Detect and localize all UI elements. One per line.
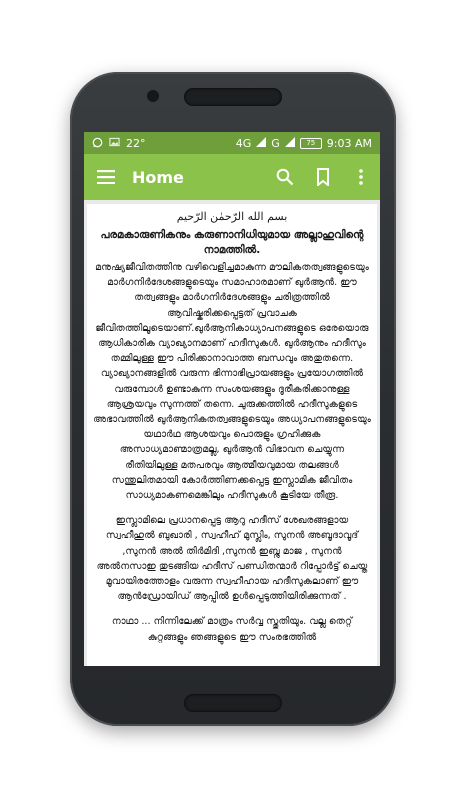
signal-icon-2	[285, 137, 295, 149]
status-bar	[84, 132, 380, 154]
menu-icon[interactable]	[84, 154, 128, 200]
closing-paragraph: നാഥാ ... നിന്നിലേക്ക് മാത്രം സർവ്വ സ്തുതിയും. വല്ല തെറ്റ് കുറ്റങ്ങളും ഞങ്ങളുടെ ഈ സംരഭത്തിൽ	[111, 616, 353, 643]
search-icon[interactable]	[266, 154, 304, 200]
clock-text: 9:03 AM	[326, 136, 372, 150]
phone-screen	[84, 132, 380, 666]
bookmark-icon[interactable]	[304, 154, 342, 200]
more-vert-icon[interactable]	[342, 154, 380, 200]
whatsapp-icon	[92, 137, 103, 150]
battery-icon: 75	[300, 138, 322, 149]
content-card[interactable]	[87, 204, 377, 666]
page-title: Home	[132, 167, 184, 187]
image-icon	[109, 137, 120, 149]
content-heading: പരമകാരുണികനും കരുണാനിധിയുമായ അല്ലാഹുവിന്റെ നാമത്തിൽ.	[100, 229, 364, 256]
signal-icon	[256, 137, 266, 149]
collections-paragraph: ഇസ്ലാമിലെ പ്രധാനപ്പെട്ട ആറു ഹദീസ് ശേഖരങ്ങളായ സ്വഹീഹുൽ ബുഖാരി , സ്വഹീഹ് മുസ്ലിം, സുനൻ അബൂദാവൂദ് ,സുനൻ അൽ തിർമിദി ,സുനൻ ഇബ്നു മാജ , സുനൻ അൽനസാഇ തുടങ്ങിയ ഹദീസ് പണ്ഡിതന്മാർ റിപ്പോർട്ട് ചെയ്ത മൂവായിരത്തോളം വരുന്ന സ്വഹീഹായ ഹദീസുകലാണ് ഈ ആൻഡ്രോയിഡ് ആപ്പിൽ ഉൾപ്പെടുത്തിയിരിക്കുന്നത് .	[96, 515, 368, 603]
bismillah-text: بسم الله الرّحمٰن الرّحيم	[176, 210, 288, 223]
temperature-text: 22°	[126, 136, 146, 150]
front-camera	[147, 90, 159, 102]
earpiece-speaker	[184, 88, 282, 106]
network-type-text: 4G	[235, 136, 252, 150]
bottom-speaker	[184, 694, 282, 712]
g-network-text-icon: G	[271, 136, 280, 150]
intro-paragraph: മനുഷ്യജീവിതത്തിനു വഴിവെളിച്ചമാകുന്ന മൗലികതത്വങ്ങളുടെയും മാർഗനിർദേശങ്ങളുടെയും സമാഹാരമാണ് ഖുർആൻ. ഈ തത്വങ്ങളും മാർഗനിർദേശങ്ങളും ചരിത്രത്തിൽ ആവിഷ്കരിക്കപ്പെട്ടത് പ്രവാചക ജീവിതത്തിലൂടെയാണ്.ഖുർആനികാധ്യാപനങ്ങളുടെ ഒരേയൊരു ആധികാരിക വ്യാഖ്യാനമാണ് ഹദീസുകൾ. ഖുർആനും ഹദീസും തമ്മിലുള്ള ഈ പിരിക്കാനാവാത്ത ബന്ധവും അതുതന്നെ. വ്യാഖ്യാനങ്ങളിൽ വരുന്ന ഭിന്നാഭിപ്രായങ്ങളും പ്രയോഗത്തിൽ വരുമ്പോൾ ഉണ്ടാകുന്ന സംശയങ്ങളും ദൂരീകരിക്കാനുള്ള ആശ്രയവും സുന്നത്ത് തന്നെ. ചുരുക്കത്തിൽ ഹദീസുകളുടെ അഭാവത്തിൽ ഖുർആനികതത്വങ്ങളുടെയും അധ്യാപനങ്ങളുടെയും യഥാർഥ ആശയവും പൊരുളും ഗ്രഹിക്കുക അസാധ്യമാണ്മാത്രമല്ല, ഖുർആൻ വിഭാവന ചെയ്യുന്ന രീതിയിലുള്ള മതപരവും ആത്മീയവുമായ തലങ്ങൾ സന്തുലിതമായി കോർത്തിണക്കപ്പെട്ട ഇസ്ലാമിക ജീവിതം സാധ്യമാകണമെങ്കിലും ഹദീസുകൾ കൂടിയേ തീരൂ.	[93, 262, 371, 502]
app-bar	[84, 154, 380, 200]
